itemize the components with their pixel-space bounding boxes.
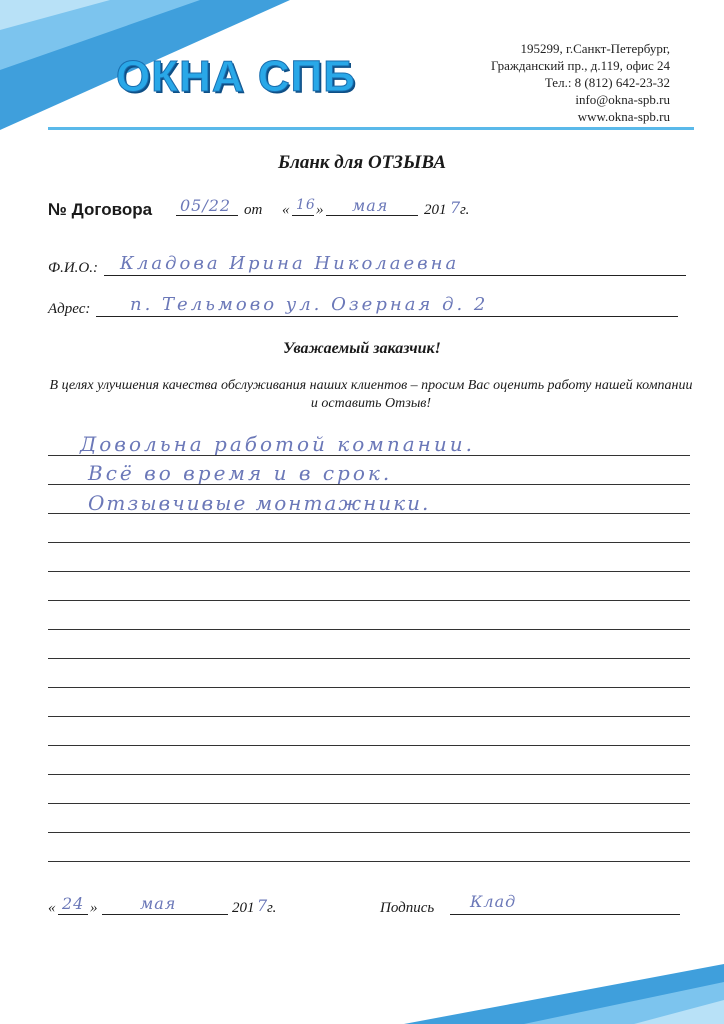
signature-label: Подпись	[380, 900, 435, 916]
review-line	[48, 832, 690, 833]
review-line	[48, 716, 690, 717]
review-line	[48, 774, 690, 775]
date-year-prefix: 201	[232, 900, 255, 916]
greeting: Уважаемый заказчик!	[283, 340, 441, 357]
contract-number-field	[176, 215, 238, 216]
review-line	[48, 629, 690, 630]
contract-month-value: мая	[352, 196, 389, 215]
review-line	[48, 571, 690, 572]
review-text-line-1: Довольна работой компании.	[80, 432, 475, 456]
signature-value: Клад	[470, 892, 517, 911]
contract-from-label: от	[244, 202, 263, 218]
review-text-line-3: Отзывчивые монтажники.	[88, 491, 431, 515]
intro-text: В целях улучшения качества обслуживания наших клиентов – просим Вас оценить работу нашей компании и оставить Отзыв!	[49, 378, 693, 411]
fio-field	[104, 275, 686, 276]
contact-phone: Тел.: 8 (812) 642-23-32	[544, 75, 670, 90]
fio-value: Кладова Ирина Николаевна	[120, 253, 460, 274]
date-quote-close: »	[90, 900, 98, 916]
review-line	[48, 658, 690, 659]
review-line	[48, 803, 690, 804]
fio-label: Ф.И.О.:	[48, 260, 98, 276]
review-line	[48, 687, 690, 688]
contact-address-line-1: 195299, г.Санкт-Петербург,	[520, 41, 670, 56]
review-line	[48, 861, 690, 862]
date-month-value: мая	[140, 894, 177, 913]
contract-label: № Договора	[48, 200, 153, 219]
company-contacts	[491, 40, 670, 125]
date-quote-open: «	[48, 900, 56, 916]
contract-year-digit: 7	[450, 198, 462, 217]
contract-year-suffix: г.	[460, 202, 470, 218]
contract-number-value: 05/22	[180, 196, 232, 215]
contact-address-line-2: Гражданский пр., д.119, офис 24	[490, 58, 670, 73]
company-logo: ОКНА СПБ	[116, 52, 356, 101]
header-divider	[48, 127, 694, 130]
date-day-field	[58, 914, 88, 915]
contact-email: info@okna-spb.ru	[575, 92, 670, 107]
address-value: п. Тельмово ул. Озерная д. 2	[130, 294, 489, 315]
review-line	[48, 600, 690, 601]
date-month-field	[102, 914, 228, 915]
form-title: Бланк для ОТЗЫВА	[278, 152, 446, 173]
review-text-line-2: Всё во время и в срок.	[88, 461, 393, 485]
review-line	[48, 542, 690, 543]
address-label: Адрес:	[48, 301, 91, 317]
contract-day-field	[292, 215, 314, 216]
contract-month-field	[326, 215, 418, 216]
contract-day-value: 16	[296, 197, 316, 213]
contact-website: www.okna-spb.ru	[577, 109, 670, 124]
date-day-value: 24	[62, 894, 85, 913]
date-year-suffix: г.	[267, 900, 277, 916]
contract-year-prefix: 201	[424, 202, 447, 218]
contract-quote-close: »	[316, 202, 324, 218]
date-year-digit: 7	[257, 896, 269, 915]
address-field	[96, 316, 678, 317]
signature-field	[450, 914, 680, 915]
corner-decoration-bottom	[404, 964, 724, 1024]
contract-quote-open: «	[282, 202, 290, 218]
review-line	[48, 745, 690, 746]
